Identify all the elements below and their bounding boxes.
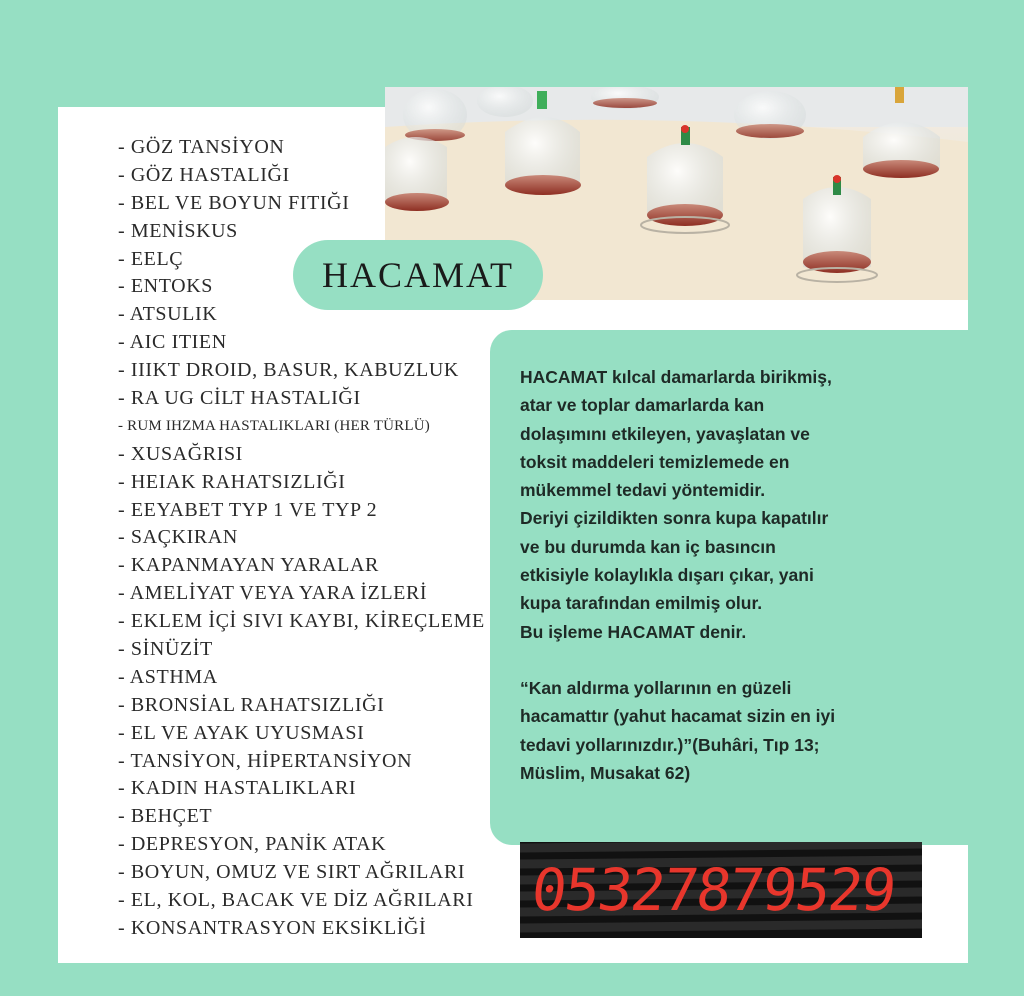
info-line: Deriyi çizildikten sonra kupa kapatılır [520,508,829,529]
info-line: mükemmel tedavi yöntemidir. [520,480,766,501]
list-item: - XUSAĞRISI [118,442,243,465]
list-item: - AMELİYAT VEYA YARA İZLERİ [118,582,428,605]
list-item: - EL, KOL, BACAK VE DİZ AĞRILARI [118,889,474,912]
conditions-list [118,134,518,943]
list-item: - EELÇ [118,247,184,270]
info-line: dolaşımını etkileyen, yavaşlatan ve [520,423,810,444]
list-item: - ENTOKS [118,275,213,298]
list-item: - ATSULIK [118,303,218,326]
list-item: - TANSİYON, HİPERTANSİYON [118,749,413,772]
list-item: - GÖZ TANSİYON [118,136,285,158]
list-item: - IIIKT DROID, BASUR, KABUZLUK [118,359,459,382]
info-line: HACAMAT kılcal damarlarda birikmiş, [520,367,832,387]
info-line: ve bu durumda kan iç basıncın [520,536,776,557]
list-item: - HEIAK RAHATSIZLIĞI [118,470,346,493]
phone-band [520,842,922,938]
quote-line: tedavi yollarınızdır.)”(Buhâri, Tıp 13; [520,734,820,755]
info-line: Bu işleme HACAMAT denir. [520,621,747,642]
list-item: - ASTHMA [118,665,218,688]
list-item: - SAÇKIRAN [118,526,238,549]
info-line: toksit maddeleri temizlemede en [520,451,790,472]
list-item: - EL VE AYAK UYUSMASI [118,721,365,744]
list-item: - GÖZ HASTALIĞI [118,163,290,186]
list-item: - BRONSİAL RAHATSIZLIĞI [118,693,385,716]
list-item: - BEL VE BOYUN FITIĞI [118,191,350,214]
quote-line: “Kan aldırma yollarının en güzeli [520,677,792,698]
list-item: - RA UG CİLT HASTALIĞI [118,387,361,410]
list-item: - SİNÜZİT [118,638,213,661]
list-item: - KADIN HASTALIKLARI [118,777,357,800]
quote-line: hacamattır (yahut hacamat sizin en iyi [520,706,836,727]
list-item: - BOYUN, OMUZ VE SIRT AĞRILARI [118,861,466,884]
list-item: - AIC ITIEN [118,331,227,354]
paragraph-gap [520,646,950,674]
list-item: - MENİSKUS [118,219,238,242]
list-item: - DEPRESYON, PANİK ATAK [118,833,387,856]
info-line: etkisiyle kolaylıkla dışarı çıkar, yani [520,565,814,586]
info-line: kupa tarafından emilmiş olur. [520,593,763,614]
phone-number[interactable]: 05327879529 [528,856,898,924]
list-item: - KAPANMAYAN YARALAR [118,554,379,577]
list-item: - BEHÇET [118,805,213,828]
list-item: - EEYABET TYP 1 VE TYP 2 [118,498,378,521]
list-item: - EKLEM İÇİ SIVI KAYBI, KİREÇLEME [118,610,485,633]
list-item: - RUM IHZMA HASTALIKLARI (HER TÜRLÜ) [118,417,430,434]
info-text [520,363,950,787]
info-line: atar ve toplar damarlarda kan [520,395,765,416]
page-title: HACAMAT [321,255,514,295]
list-item: - KONSANTRASYON EKSİKLİĞİ [118,916,427,939]
quote-line: Müslim, Musakat 62) [520,762,691,783]
